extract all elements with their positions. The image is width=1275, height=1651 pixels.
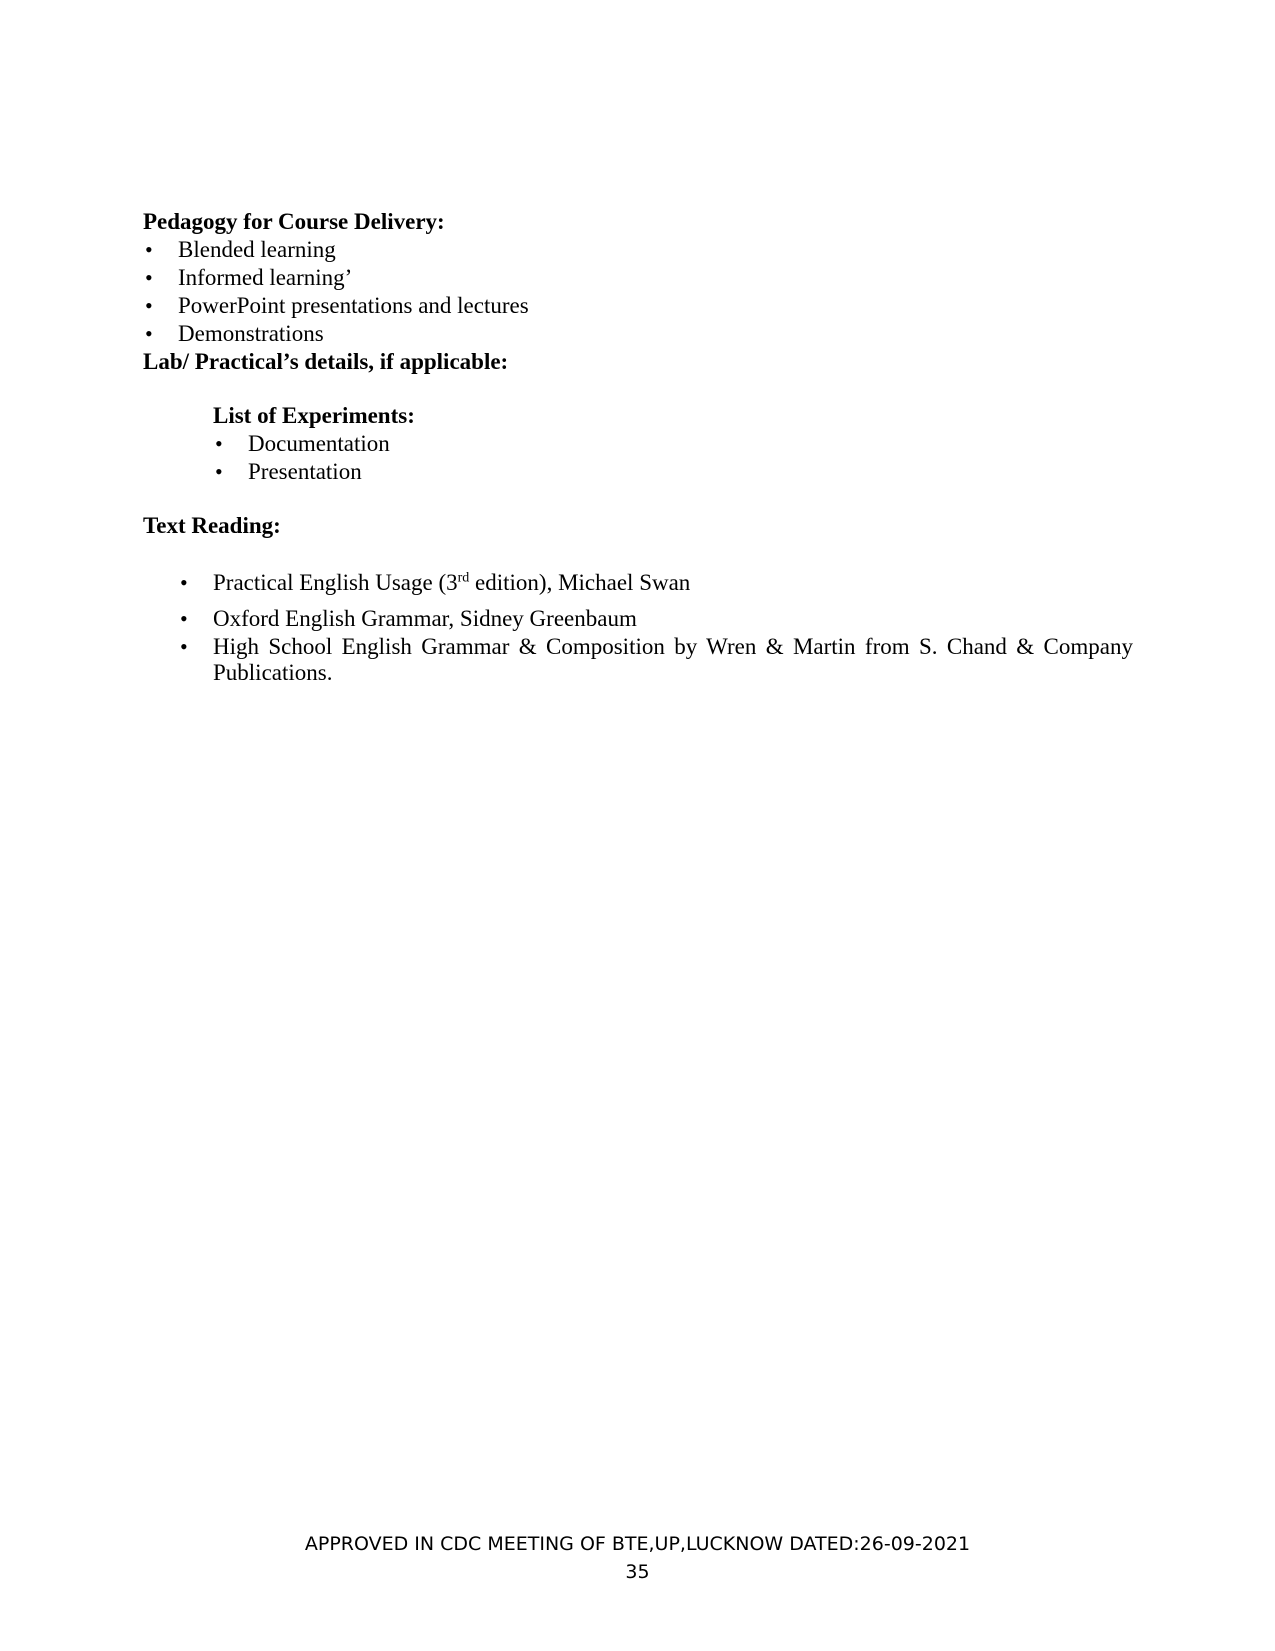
list-item: • Oxford English Grammar, Sidney Greenbaum bbox=[178, 606, 1133, 632]
list-item: • Documentation bbox=[213, 430, 1133, 458]
list-item: • High School English Grammar & Composition by Wren & Martin from S. Chand & Company Publications. bbox=[178, 634, 1133, 686]
text-reading-list bbox=[178, 570, 1133, 686]
list-item: • Presentation bbox=[213, 458, 1133, 486]
pedagogy-heading: Pedagogy for Course Delivery: bbox=[143, 209, 445, 234]
list-item: • Informed learning’ bbox=[143, 264, 1133, 292]
page-number: 35 bbox=[625, 1561, 650, 1583]
lab-heading: Lab/ Practical’s details, if applicable: bbox=[143, 349, 509, 374]
experiments-list bbox=[213, 430, 1133, 486]
approval-note: APPROVED IN CDC MEETING OF BTE,UP,LUCKNOW DATED:26-09-2021 bbox=[304, 1533, 971, 1555]
list-item bbox=[178, 570, 1133, 596]
reading-title-part: Practical English Usage (3 bbox=[213, 570, 458, 595]
text-reading-heading: Text Reading: bbox=[143, 513, 281, 538]
experiments-heading: List of Experiments: bbox=[213, 403, 415, 428]
document-body bbox=[143, 208, 1133, 696]
experiments-section bbox=[213, 402, 1133, 486]
superscript: rd bbox=[457, 570, 470, 586]
list-item: • Demonstrations bbox=[143, 320, 1133, 348]
pedagogy-list bbox=[143, 236, 1133, 348]
page-footer bbox=[0, 1530, 1275, 1586]
reading-title-rest: edition), Michael Swan bbox=[469, 570, 691, 595]
list-item: • PowerPoint presentations and lectures bbox=[143, 292, 1133, 320]
list-item: • Blended learning bbox=[143, 236, 1133, 264]
